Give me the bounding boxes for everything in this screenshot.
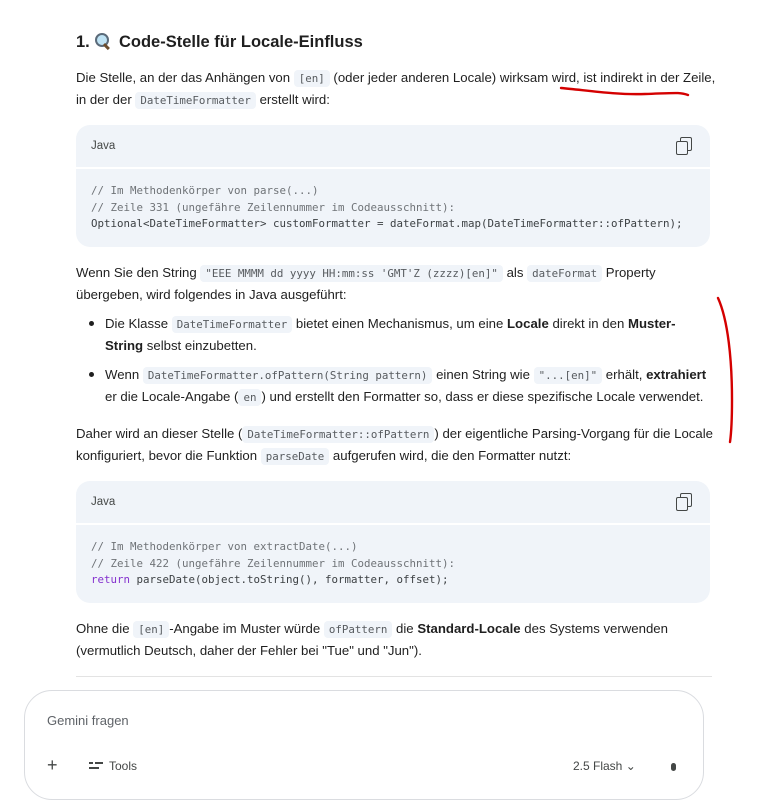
tools-label: Tools — [109, 759, 138, 773]
list-item: Wenn DateTimeFormatter.ofPattern(String pattern) einen String wie "...[en]" erhält, extrahiert er die Locale-Angabe ( en ) und erstellt den Formatter so, dass er diese spezifische Locale verwendet. — [76, 364, 710, 408]
microphone-icon[interactable] — [671, 763, 676, 771]
inline-code: parseDate — [261, 448, 330, 465]
code-block-1 — [76, 125, 710, 247]
section-number: 1. — [76, 33, 90, 51]
inline-code: DateTimeFormatter — [135, 92, 256, 109]
explanation-paragraph: Wenn Sie den String "EEE MMMM dd yyyy HH:mm:ss 'GMT'Z (zzzz)[en]" als dateFormat Property übergeben, wird folgendes in Java ausgeführt: — [76, 265, 656, 302]
list-item: Die Klasse DateTimeFormatter bietet einen Mechanismus, um eine Locale direkt in den Muster-String selbst einzubetten. — [76, 313, 710, 356]
code-block-2 — [76, 481, 710, 603]
bullet-list — [76, 313, 710, 408]
code-content: // Im Methodenkörper von parse(...) // Zeile 331 (ungefähre Zeilennummer im Codeausschnitt): Optional<DateTimeFormatter> customFormatter = dateFormat.map(DateTimeFormatter::ofPattern); — [91, 184, 683, 230]
chevron-down-icon: ⌄ — [625, 759, 636, 773]
inline-code: dateFormat — [527, 265, 602, 282]
model-selector[interactable]: 2.5 Flash ⌄ — [573, 759, 636, 773]
code-language-label: Java — [91, 140, 116, 152]
magnifying-glass-icon — [94, 32, 111, 49]
plus-button[interactable]: + — [47, 755, 58, 775]
code-block-header — [76, 125, 710, 169]
tools-icon — [89, 761, 103, 771]
chat-input-box[interactable] — [24, 690, 704, 800]
intro-paragraph: Die Stelle, an der das Anhängen von [en] (oder jeder anderen Locale) wirksam wird, ist indirekt in der Zeile, in der der DateTimeFormatter erstellt wird: — [76, 70, 716, 107]
final-paragraph: Ohne die [en] -Angabe im Muster würde ofPattern die Standard-Locale des Systems verwenden (vermutlich Deutsch, daher der Fehler bei "Tue" und "Jun"). — [76, 621, 668, 658]
inline-code: [en] — [133, 621, 169, 638]
inline-code: DateTimeFormatter::ofPattern — [242, 426, 434, 443]
inline-code: [en] — [294, 70, 330, 87]
copy-icon[interactable] — [676, 493, 694, 511]
inline-code: ofPattern — [324, 621, 393, 638]
section-heading — [76, 32, 363, 52]
divider — [76, 676, 712, 677]
chat-input-placeholder[interactable]: Gemini fragen — [47, 713, 129, 728]
code-block-header — [76, 481, 710, 525]
code-language-label: Java — [91, 496, 116, 508]
tools-button[interactable] — [89, 759, 137, 773]
code-content: // Im Methodenkörper von extractDate(...) // Zeile 422 (ungefähre Zeilennummer im Codeausschnitt): return parseDate(object.toString(), formatter, offset); — [91, 540, 456, 586]
copy-icon[interactable] — [676, 137, 694, 155]
section-title: Code-Stelle für Locale-Einfluss — [118, 33, 363, 51]
inline-code: "EEE MMMM dd yyyy HH:mm:ss 'GMT'Z (zzzz)[en]" — [200, 265, 503, 282]
conclusion-paragraph: Daher wird an dieser Stelle ( DateTimeFormatter::ofPattern ) der eigentliche Parsing-Vorgang für die Locale konfiguriert, bevor die Funktion parseDate aufgerufen wird, die den Formatter nutzt: — [76, 426, 713, 463]
